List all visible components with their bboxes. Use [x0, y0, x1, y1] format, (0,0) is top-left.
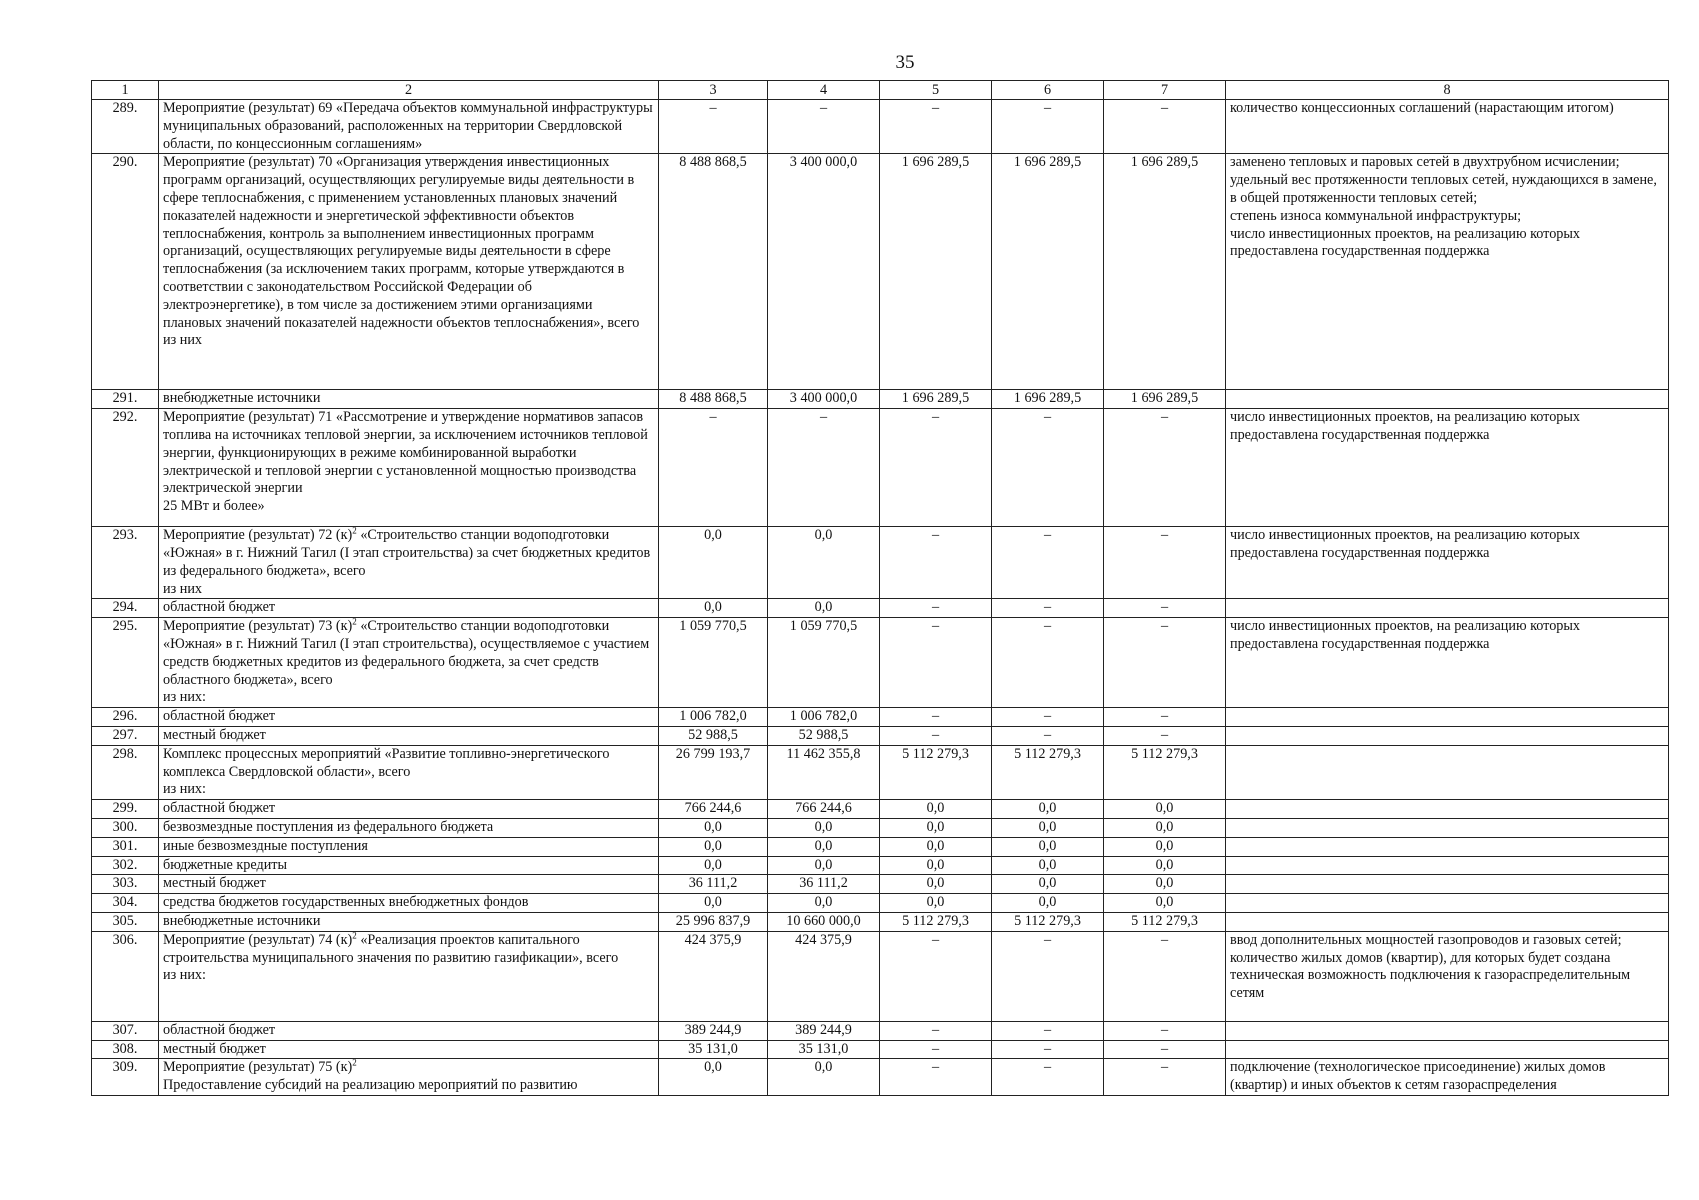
- row-number: 291.: [92, 390, 159, 409]
- value-c5: –: [880, 931, 992, 1021]
- value-c7: –: [1104, 599, 1226, 618]
- row-number: 301.: [92, 837, 159, 856]
- value-c6: –: [992, 100, 1104, 154]
- row-name: [159, 708, 659, 727]
- value-c5: 1 696 289,5: [880, 390, 992, 409]
- row-name-text: Комплекс процессных мероприятий «Развитие топливно-энергетического комплекса Свердловской области», всего из них:: [163, 745, 610, 798]
- row-indicator: [1226, 912, 1669, 931]
- row-number: 294.: [92, 599, 159, 618]
- value-c7: –: [1104, 100, 1226, 154]
- value-c5: –: [880, 599, 992, 618]
- row-indicator: [1226, 856, 1669, 875]
- value-c6: 0,0: [992, 837, 1104, 856]
- value-c5: 1 696 289,5: [880, 154, 992, 390]
- row-name-text: иные безвозмездные поступления: [163, 837, 368, 854]
- row-name-text-cont: Предоставление субсидий на реализацию мероприятий по развитию: [163, 1077, 578, 1094]
- value-c6: 5 112 279,3: [992, 912, 1104, 931]
- value-c4: 1 059 770,5: [768, 618, 880, 708]
- value-c5: 5 112 279,3: [880, 745, 992, 799]
- row-name-text: областной бюджет: [163, 800, 276, 817]
- column-header: 6: [992, 81, 1104, 100]
- value-c4: 10 660 000,0: [768, 912, 880, 931]
- value-c6: –: [992, 599, 1104, 618]
- row-indicator: число инвестиционных проектов, на реализацию которых предоставлена государственная поддержка: [1226, 527, 1669, 599]
- value-c5: –: [880, 618, 992, 708]
- row-indicator: [1226, 599, 1669, 618]
- row-name-text-cont: «Строительство станции водоподготовки «Южная» в г. Нижний Тагил (I этап строительства) за счет бюджетных кредитов из федерального бюджета», всего из них: [163, 527, 651, 597]
- value-c5: –: [880, 1021, 992, 1040]
- value-c7: –: [1104, 618, 1226, 708]
- table-row: [92, 818, 1669, 837]
- row-name: [159, 618, 659, 708]
- value-c6: 0,0: [992, 856, 1104, 875]
- column-header: 3: [659, 81, 768, 100]
- value-c3: 36 111,2: [659, 875, 768, 894]
- value-c5: 0,0: [880, 856, 992, 875]
- value-c7: –: [1104, 1040, 1226, 1059]
- value-c3: 25 996 837,9: [659, 912, 768, 931]
- value-c3: 8 488 868,5: [659, 154, 768, 390]
- value-c7: 0,0: [1104, 800, 1226, 819]
- value-c5: –: [880, 527, 992, 599]
- value-c5: 0,0: [880, 894, 992, 913]
- row-name: [159, 154, 659, 390]
- row-number: 303.: [92, 875, 159, 894]
- row-number: 306.: [92, 931, 159, 1021]
- row-number: 290.: [92, 154, 159, 390]
- row-name: [159, 527, 659, 599]
- row-name-text: внебюджетные источники: [163, 912, 321, 929]
- table-row: [92, 1040, 1669, 1059]
- row-number: 298.: [92, 745, 159, 799]
- value-c6: –: [992, 708, 1104, 727]
- value-c3: 0,0: [659, 527, 768, 599]
- value-c4: –: [768, 409, 880, 527]
- value-c4: 36 111,2: [768, 875, 880, 894]
- value-c6: 0,0: [992, 875, 1104, 894]
- value-c7: –: [1104, 409, 1226, 527]
- row-name-text-cont: «Строительство станции водоподготовки «Южная» в г. Нижний Тагил (I этап строительства), осуществляемое с участием средств бюджетных кредитов из федерального бюджета, за счет средств областного бюджета», всего из них:: [163, 618, 650, 706]
- value-c4: 389 244,9: [768, 1021, 880, 1040]
- value-c4: 1 006 782,0: [768, 708, 880, 727]
- table-row: [92, 894, 1669, 913]
- row-indicator: подключение (технологическое присоединение) жилых домов (квартир) и иных объектов к сетям газораспределения: [1226, 1059, 1669, 1096]
- value-c6: –: [992, 1040, 1104, 1059]
- row-name: [159, 390, 659, 409]
- budget-table: [91, 80, 1669, 1096]
- row-indicator: число инвестиционных проектов, на реализацию которых предоставлена государственная поддержка: [1226, 618, 1669, 708]
- row-number: 307.: [92, 1021, 159, 1040]
- row-indicator: [1226, 390, 1669, 409]
- value-c6: –: [992, 726, 1104, 745]
- table-row: [92, 409, 1669, 527]
- footnote-marker: 2: [352, 1057, 357, 1068]
- value-c4: 11 462 355,8: [768, 745, 880, 799]
- row-number: 297.: [92, 726, 159, 745]
- value-c3: 0,0: [659, 856, 768, 875]
- row-number: 296.: [92, 708, 159, 727]
- value-c3: 0,0: [659, 599, 768, 618]
- value-c3: 424 375,9: [659, 931, 768, 1021]
- value-c4: –: [768, 100, 880, 154]
- value-c5: 0,0: [880, 875, 992, 894]
- row-name-text: Мероприятие (результат) 69 «Передача объектов коммунальной инфраструктуры муниципальных образований, расположенных на территории Свердловской области, по концессионным соглашениям»: [163, 100, 653, 152]
- row-name-text: внебюджетные источники: [163, 390, 321, 407]
- row-number: 302.: [92, 856, 159, 875]
- value-c7: –: [1104, 708, 1226, 727]
- row-number: 300.: [92, 818, 159, 837]
- value-c4: 35 131,0: [768, 1040, 880, 1059]
- value-c4: 52 988,5: [768, 726, 880, 745]
- header-row: [92, 81, 1669, 100]
- row-name: [159, 745, 659, 799]
- value-c3: –: [659, 100, 768, 154]
- row-name-text: Мероприятие (результат) 72 (к): [163, 527, 353, 544]
- value-c7: –: [1104, 931, 1226, 1021]
- value-c3: 389 244,9: [659, 1021, 768, 1040]
- row-name: [159, 1021, 659, 1040]
- value-c5: 0,0: [880, 800, 992, 819]
- value-c4: 3 400 000,0: [768, 390, 880, 409]
- row-indicator: [1226, 875, 1669, 894]
- value-c4: 0,0: [768, 818, 880, 837]
- table-row: [92, 390, 1669, 409]
- value-c7: 5 112 279,3: [1104, 912, 1226, 931]
- value-c5: –: [880, 100, 992, 154]
- value-c7: –: [1104, 1021, 1226, 1040]
- value-c5: –: [880, 1040, 992, 1059]
- column-header: 8: [1226, 81, 1669, 100]
- value-c4: 424 375,9: [768, 931, 880, 1021]
- row-name: [159, 818, 659, 837]
- row-number: 295.: [92, 618, 159, 708]
- row-name: [159, 800, 659, 819]
- value-c6: 0,0: [992, 894, 1104, 913]
- value-c4: 0,0: [768, 856, 880, 875]
- row-name-text: областной бюджет: [163, 1021, 276, 1038]
- value-c7: 0,0: [1104, 894, 1226, 913]
- row-name: [159, 894, 659, 913]
- row-indicator: заменено тепловых и паровых сетей в двухтрубном исчислении; удельный вес протяженности тепловых сетей, нуждающихся в замене, в общей протяженности тепловых сетей; степень износа коммунальной инфраструктуры; число инвестиционных проектов, на реализацию которых предоставлена государственная поддержка: [1226, 154, 1669, 390]
- value-c4: 0,0: [768, 837, 880, 856]
- table-row: [92, 800, 1669, 819]
- value-c3: 1 006 782,0: [659, 708, 768, 727]
- footnote-marker: 2: [352, 616, 357, 627]
- value-c6: –: [992, 409, 1104, 527]
- row-indicator: [1226, 894, 1669, 913]
- value-c7: 0,0: [1104, 856, 1226, 875]
- table-row: [92, 618, 1669, 708]
- value-c5: –: [880, 409, 992, 527]
- table-row: [92, 100, 1669, 154]
- row-name-text: областной бюджет: [163, 708, 276, 725]
- value-c6: –: [992, 1059, 1104, 1096]
- row-number: 292.: [92, 409, 159, 527]
- row-indicator: [1226, 818, 1669, 837]
- footnote-marker: 2: [352, 930, 357, 940]
- value-c6: –: [992, 931, 1104, 1021]
- row-number: 308.: [92, 1040, 159, 1059]
- value-c3: –: [659, 409, 768, 527]
- row-number: 305.: [92, 912, 159, 931]
- footnote-marker: 2: [352, 525, 357, 536]
- value-c7: 1 696 289,5: [1104, 154, 1226, 390]
- value-c4: 3 400 000,0: [768, 154, 880, 390]
- row-indicator: число инвестиционных проектов, на реализацию которых предоставлена государственная поддержка: [1226, 409, 1669, 527]
- row-name: [159, 1059, 659, 1096]
- row-name-text: областной бюджет: [163, 599, 276, 616]
- value-c6: 5 112 279,3: [992, 745, 1104, 799]
- row-name: [159, 875, 659, 894]
- value-c3: 766 244,6: [659, 800, 768, 819]
- row-name-text: бюджетные кредиты: [163, 856, 288, 873]
- value-c7: –: [1104, 726, 1226, 745]
- row-indicator: [1226, 708, 1669, 727]
- row-name: [159, 726, 659, 745]
- table-row: [92, 931, 1669, 1021]
- value-c5: –: [880, 1059, 992, 1096]
- row-number: 293.: [92, 527, 159, 599]
- value-c3: 26 799 193,7: [659, 745, 768, 799]
- row-name-text: местный бюджет: [163, 1040, 266, 1057]
- value-c6: 0,0: [992, 818, 1104, 837]
- row-indicator: количество концессионных соглашений (нарастающим итогом): [1226, 100, 1669, 154]
- value-c4: 0,0: [768, 1059, 880, 1096]
- value-c7: –: [1104, 1059, 1226, 1096]
- row-name: [159, 100, 659, 154]
- value-c5: –: [880, 708, 992, 727]
- table-row: [92, 856, 1669, 875]
- row-name-text: местный бюджет: [163, 875, 266, 892]
- row-indicator: [1226, 800, 1669, 819]
- value-c3: 0,0: [659, 818, 768, 837]
- row-indicator: [1226, 1040, 1669, 1059]
- row-name-text: безвозмездные поступления из федерального бюджета: [163, 818, 494, 835]
- table-row: [92, 726, 1669, 745]
- page-number: 35: [895, 52, 915, 73]
- value-c4: 0,0: [768, 599, 880, 618]
- value-c3: 52 988,5: [659, 726, 768, 745]
- value-c3: 0,0: [659, 837, 768, 856]
- column-header: 4: [768, 81, 880, 100]
- value-c7: 0,0: [1104, 875, 1226, 894]
- value-c5: –: [880, 726, 992, 745]
- value-c3: 35 131,0: [659, 1040, 768, 1059]
- value-c7: –: [1104, 527, 1226, 599]
- row-number: 289.: [92, 100, 159, 154]
- table-row: [92, 1059, 1669, 1096]
- value-c6: 1 696 289,5: [992, 154, 1104, 390]
- table-row: [92, 154, 1669, 390]
- value-c5: 0,0: [880, 818, 992, 837]
- row-name-text: Мероприятие (результат) 71 «Рассмотрение и утверждение нормативов запасов топлива на источниках тепловой энергии, за исключением источников тепловой энергии, функционирующих в режиме комбинированной выработки электрической и тепловой энергии с установленной мощностью производства электрической энергии 25 МВт и более»: [163, 409, 648, 515]
- row-number: 299.: [92, 800, 159, 819]
- table-row: [92, 745, 1669, 799]
- value-c3: 0,0: [659, 894, 768, 913]
- column-header: 2: [159, 81, 659, 100]
- value-c4: 766 244,6: [768, 800, 880, 819]
- value-c4: 0,0: [768, 527, 880, 599]
- value-c6: –: [992, 618, 1104, 708]
- row-name: [159, 931, 659, 1021]
- value-c7: 0,0: [1104, 818, 1226, 837]
- row-number: 304.: [92, 894, 159, 913]
- row-indicator: [1226, 745, 1669, 799]
- row-name: [159, 837, 659, 856]
- table-row: [92, 599, 1669, 618]
- row-name-text: средства бюджетов государственных внебюджетных фондов: [163, 894, 529, 911]
- row-name: [159, 1040, 659, 1059]
- table-row: [92, 527, 1669, 599]
- row-indicator: [1226, 837, 1669, 856]
- value-c6: 0,0: [992, 800, 1104, 819]
- value-c7: 1 696 289,5: [1104, 390, 1226, 409]
- row-name-text: Мероприятие (результат) 74 (к): [163, 931, 353, 948]
- row-name-text: Мероприятие (результат) 73 (к): [163, 618, 353, 635]
- table-row: [92, 875, 1669, 894]
- value-c3: 1 059 770,5: [659, 618, 768, 708]
- row-name: [159, 599, 659, 618]
- table-row: [92, 837, 1669, 856]
- row-name-text: местный бюджет: [163, 726, 266, 743]
- row-indicator: [1226, 726, 1669, 745]
- value-c7: 5 112 279,3: [1104, 745, 1226, 799]
- table-row: [92, 1021, 1669, 1040]
- row-name-text: Мероприятие (результат) 70 «Организация утверждения инвестиционных программ организаций, осуществляющих регулируемые виды деятельности в сфере теплоснабжения, с применением установленных плановых значений показателей надежности и энергетической эффективности объектов теплоснабжения, контроль за выполнением инвестиционных программ организаций, осуществляющих регулируемые виды деятельности в сфере теплоснабжения (за исключением таких программ, которые утверждаются в соответствии с законодательством Российской Федерации об электроэнергетике), в том числе за достижением этими организациями плановых значений показателей надежности объектов теплоснабжения», всего из них: [163, 154, 640, 349]
- column-header: 1: [92, 81, 159, 100]
- row-name-text-cont: «Реализация проектов капитального строительства муниципального значения по развитию газификации», всего из них:: [163, 931, 619, 984]
- value-c3: 8 488 868,5: [659, 390, 768, 409]
- column-header: 7: [1104, 81, 1226, 100]
- value-c6: –: [992, 527, 1104, 599]
- row-name: [159, 856, 659, 875]
- value-c4: 0,0: [768, 894, 880, 913]
- row-name: [159, 409, 659, 527]
- row-indicator: [1226, 1021, 1669, 1040]
- column-header: 5: [880, 81, 992, 100]
- value-c6: –: [992, 1021, 1104, 1040]
- table-row: [92, 912, 1669, 931]
- row-name: [159, 912, 659, 931]
- value-c7: 0,0: [1104, 837, 1226, 856]
- value-c6: 1 696 289,5: [992, 390, 1104, 409]
- value-c5: 5 112 279,3: [880, 912, 992, 931]
- row-indicator: ввод дополнительных мощностей газопроводов и газовых сетей; количество жилых домов (квартир), для которых будет создана техническая возможность подключения к газораспределительным сетям: [1226, 931, 1669, 1021]
- row-name-text: Мероприятие (результат) 75 (к): [163, 1059, 353, 1076]
- row-number: 309.: [92, 1059, 159, 1096]
- value-c3: 0,0: [659, 1059, 768, 1096]
- value-c5: 0,0: [880, 837, 992, 856]
- table-row: [92, 708, 1669, 727]
